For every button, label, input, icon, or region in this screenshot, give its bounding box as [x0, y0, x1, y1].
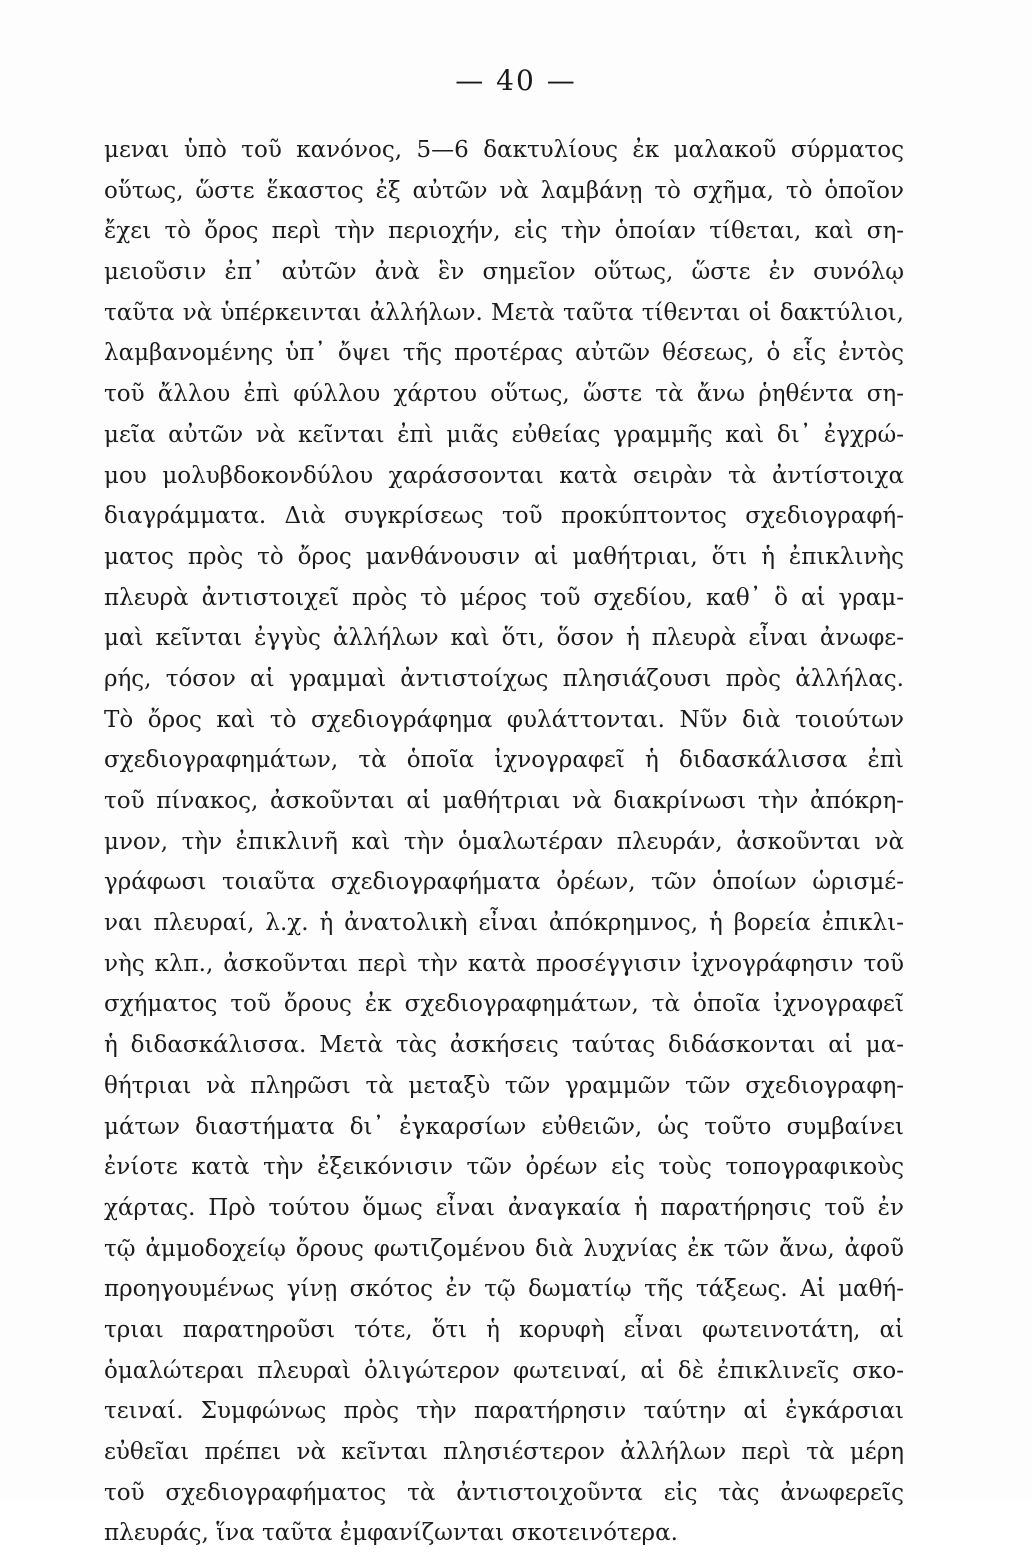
text-line: τριαι παρατηροῦσι τότε, ὅτι ἡ κορυφὴ εἶναι φωτεινοτάτη, αἱ [104, 1316, 904, 1343]
text-line: τοῦ ἄλλου ἐπὶ φύλλου χάρτου οὕτως, ὥστε τὰ ἄνω ῥηθέντα ση- [104, 381, 904, 408]
text-line: μεναι ὑπὸ τοῦ κανόνος, 5—6 δακτυλίους ἐκ μαλακοῦ σύρματος [104, 137, 904, 163]
text-line: προηγουμένως γίνῃ σκότος ἐν τῷ δωματίῳ τῆς τάξεως. Αἱ μαθή- [104, 1276, 904, 1303]
text-line: μεῖα αὐτῶν νὰ κεῖνται ἐπὶ μιᾶς εὐθείας γραμμῆς καὶ δι᾽ ἐγχρώ- [104, 421, 904, 448]
text-line: τῷ ἀμμοδοχείῳ ὄρους φωτιζομένου διὰ λυχνίας ἐκ τῶν ἄνω, ἀφοῦ [104, 1235, 904, 1262]
text-line: γράφωσι τοιαῦτα σχεδιογραφήματα ὀρέων, τῶν ὁποίων ὡρισμέ- [104, 869, 904, 896]
text-line: μειοῦσιν ἐπ᾽ αὐτῶν ἀνὰ ἓν σημεῖον οὕτως, ὥστε ἐν συνόλῳ [104, 259, 904, 286]
text-line: πλευρὰ ἀντιστοιχεῖ πρὸς τὸ μέρος τοῦ σχεδίου, καθ᾽ ὃ αἱ γραμ- [104, 584, 904, 611]
text-line: μου μολυβδοκονδύλου χαράσσονται κατὰ σειρὰν τὰ ἀντίστοιχα [104, 462, 904, 489]
text-line: χάρτας. Πρὸ τούτου ὅμως εἶναι ἀναγκαία ἡ παρατήρησις τοῦ ἐν [104, 1194, 904, 1221]
text-line: νὴς κλπ., ἀσκοῦνται περὶ τὴν κατὰ προσέγγισιν ἰχνογράφησιν τοῦ [104, 950, 904, 977]
text-line: ρής, τόσον αἱ γραμμαὶ ἀντιστοίχως πλησιάζουσι πρὸς ἀλλήλας. [104, 665, 904, 692]
text-line-last: πλευράς, ἵνα ταῦτα ἐμφανίζωνται σκοτεινότερα. [104, 1520, 678, 1547]
text-line: διαγράμματα. Διὰ συγκρίσεως τοῦ προκύπτοντος σχεδιογραφή- [104, 503, 904, 530]
text-line: ναι πλευραί, λ.χ. ἡ ἀνατολικὴ εἶναι ἀπόκρημνος, ἡ βορεία ἐπικλι- [104, 910, 904, 937]
text-line: ὁμαλώτεραι πλευραὶ ὀλιγώτερον φωτειναί, αἱ δὲ ἐπικλινεῖς σκο- [104, 1357, 904, 1384]
text-line: εὐθεῖαι πρέπει νὰ κεῖνται πλησιέστερον ἀλλήλων περὶ τὰ μέρη [104, 1439, 904, 1465]
text-line: τειναί. Συμφώνως πρὸς τὴν παρατήρησιν ταύτην αἱ ἐγκάρσιαι [104, 1398, 904, 1425]
text-line: μνον, τὴν ἐπικλινῆ καὶ τὴν ὁμαλωτέραν πλευράν, ἀσκοῦνται νὰ [104, 828, 904, 855]
text-line: ἐνίοτε κατὰ τὴν ἐξεικόνισιν τῶν ὀρέων εἰς τοὺς τοπογραφικοὺς [104, 1154, 904, 1181]
text-line: μάτων διαστήματα δι᾽ ἐγκαρσίων εὐθειῶν, ὡς τοῦτο συμβαίνει [104, 1113, 904, 1140]
text-line: θήτριαι νὰ πληρῶσι τὰ μεταξὺ τῶν γραμμῶν τῶν σχεδιογραφη- [104, 1072, 904, 1099]
text-line: τοῦ σχεδιογραφήματος τὰ ἀντιστοιχοῦντα εἰς τὰς ἀνωφερεῖς [104, 1479, 904, 1506]
text-line: ἡ διδασκάλισσα. Μετὰ τὰς ἀσκήσεις ταύτας διδάσκονται αἱ μα- [104, 1032, 904, 1059]
text-line: σχήματος τοῦ ὄρους ἐκ σχεδιογραφημάτων, τὰ ὁποῖα ἰχνογραφεῖ [104, 991, 904, 1018]
text-line: οὕτως, ὥστε ἕκαστος ἐξ αὐτῶν νὰ λαμβάνῃ τὸ σχῆμα, τὸ ὁποῖον [104, 177, 904, 204]
text-line: μαὶ κεῖνται ἐγγὺς ἀλλήλων καὶ ὅτι, ὅσον ἡ πλευρὰ εἶναι ἀνωφε- [104, 625, 904, 652]
text-line: ματος πρὸς τὸ ὄρος μανθάνουσιν αἱ μαθήτριαι, ὅτι ἡ ἐπικλινὴς [104, 543, 904, 570]
text-line: ἔχει τὸ ὄρος περὶ τὴν περιοχήν, εἰς τὴν ὁποίαν τίθεται, καὶ ση- [104, 218, 904, 245]
text-line: Τὸ ὄρος καὶ τὸ σχεδιογράφημα φυλάττονται. Νῦν διὰ τοιούτων [104, 706, 904, 733]
text-line: σχεδιογραφημάτων, τὰ ὁποῖα ἰχνογραφεῖ ἡ διδασκάλισσα ἐπὶ [104, 747, 904, 774]
text-line: λαμβανομένης ὑπ᾽ ὄψει τῆς προτέρας αὐτῶν θέσεως, ὁ εἷς ἐντὸς [104, 340, 904, 367]
text-line: ταῦτα νὰ ὑπέρκεινται ἀλλήλων. Μετὰ ταῦτα τίθενται οἱ δακτύλιοι, [104, 299, 904, 326]
text-line: τοῦ πίνακος, ἀσκοῦνται αἱ μαθήτριαι νὰ διακρίνωσι τὴν ἀπόκρη- [104, 788, 904, 814]
body-text [104, 130, 904, 1554]
page-number: — 40 — [455, 64, 577, 97]
